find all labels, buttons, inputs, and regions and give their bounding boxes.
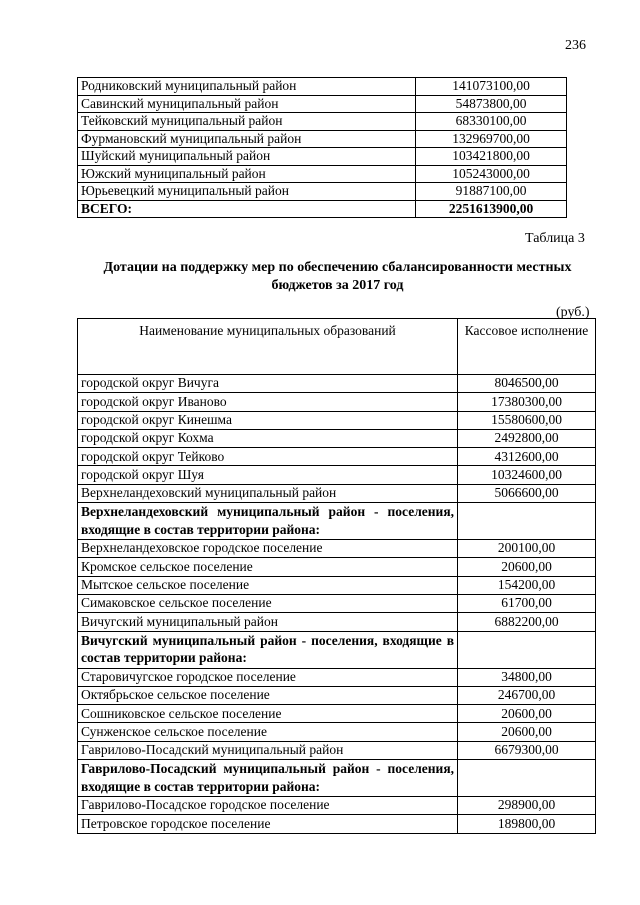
- table-row: [78, 705, 596, 723]
- amount-cell: 15580600,00: [458, 411, 596, 429]
- total-row: [78, 200, 567, 218]
- header-name-column: Наименование муниципальных образований: [78, 319, 458, 375]
- amount-cell: 132969700,00: [416, 130, 567, 148]
- municipality-name-cell: Гаврилово-Посадский муниципальный район - поселения, входящие в состав территории района:: [78, 760, 458, 797]
- header-value-column: Кассовое исполнение: [458, 319, 596, 375]
- amount-cell: 68330100,00: [416, 113, 567, 131]
- municipality-name-cell: Тейковский муниципальный район: [78, 113, 416, 131]
- municipality-name-cell: ВСЕГО:: [78, 200, 416, 218]
- municipality-name-cell: Сошниковское сельское поселение: [78, 705, 458, 723]
- table-row: [78, 668, 596, 686]
- municipality-name-cell: Верхнеландеховский муниципальный район: [78, 484, 458, 502]
- table-row: [78, 558, 596, 576]
- amount-cell: 10324600,00: [458, 466, 596, 484]
- group-header-row: [78, 760, 596, 797]
- amount-cell: 246700,00: [458, 686, 596, 704]
- table-row: [78, 78, 567, 96]
- municipality-name-cell: Верхнеландеховское городское поселение: [78, 540, 458, 558]
- municipality-name-cell: Мытское сельское поселение: [78, 576, 458, 594]
- table-row: [78, 613, 596, 631]
- amount-cell: 54873800,00: [416, 95, 567, 113]
- amount-cell: [458, 631, 596, 668]
- amount-cell: 20600,00: [458, 723, 596, 741]
- table-row: [78, 375, 596, 393]
- municipality-name-cell: Савинский муниципальный район: [78, 95, 416, 113]
- municipality-name-cell: городской округ Кинешма: [78, 411, 458, 429]
- amount-cell: 5066600,00: [458, 484, 596, 502]
- municipality-name-cell: Гаврилово-Посадский муниципальный район: [78, 741, 458, 759]
- table-row: [78, 411, 596, 429]
- municipality-name-cell: Юрьевецкий муниципальный район: [78, 183, 416, 201]
- amount-cell: 141073100,00: [416, 78, 567, 96]
- table-row: [78, 723, 596, 741]
- municipality-name-cell: Вичугский муниципальный район: [78, 613, 458, 631]
- municipality-name-cell: Октябрьское сельское поселение: [78, 686, 458, 704]
- municipality-name-cell: Южский муниципальный район: [78, 165, 416, 183]
- municipality-name-cell: городской округ Шуя: [78, 466, 458, 484]
- table-row: [78, 741, 596, 759]
- amount-cell: 17380300,00: [458, 393, 596, 411]
- table-row: [78, 484, 596, 502]
- table-row: [78, 815, 596, 833]
- amount-cell: 20600,00: [458, 705, 596, 723]
- amount-cell: 2492800,00: [458, 429, 596, 447]
- municipality-name-cell: городской округ Иваново: [78, 393, 458, 411]
- municipality-name-cell: Родниковский муниципальный район: [78, 78, 416, 96]
- amount-cell: 2251613900,00: [416, 200, 567, 218]
- table-row: [78, 448, 596, 466]
- municipality-name-cell: Шуйский муниципальный район: [78, 148, 416, 166]
- amount-cell: 298900,00: [458, 797, 596, 815]
- currency-unit: (руб.): [556, 305, 590, 320]
- subsidy-table-body: [78, 319, 596, 834]
- table-row: [78, 95, 567, 113]
- amount-cell: [458, 503, 596, 540]
- table-row: [78, 686, 596, 704]
- municipality-name-cell: Верхнеландеховский муниципальный район - поселения, входящие в состав территории района:: [78, 503, 458, 540]
- amount-cell: 103421800,00: [416, 148, 567, 166]
- municipality-name-cell: городской округ Кохма: [78, 429, 458, 447]
- municipality-name-cell: Симаковское сельское поселение: [78, 594, 458, 612]
- group-header-row: [78, 631, 596, 668]
- amount-cell: 6882200,00: [458, 613, 596, 631]
- municipality-name-cell: Фурмановский муниципальный район: [78, 130, 416, 148]
- amount-cell: 20600,00: [458, 558, 596, 576]
- amount-cell: 200100,00: [458, 540, 596, 558]
- municipality-name-cell: городской округ Вичуга: [78, 375, 458, 393]
- table-row: [78, 576, 596, 594]
- table-title: Дотации на поддержку мер по обеспечению сбалансированности местных бюджетов за 2017 год: [103, 260, 572, 293]
- amount-cell: 61700,00: [458, 594, 596, 612]
- amount-cell: 105243000,00: [416, 165, 567, 183]
- table-row: [78, 165, 567, 183]
- municipality-name-cell: Гаврилово-Посадское городское поселение: [78, 797, 458, 815]
- table-row: [78, 466, 596, 484]
- table-row: [78, 594, 596, 612]
- amount-cell: 154200,00: [458, 576, 596, 594]
- page-number: 236: [565, 38, 586, 53]
- amount-cell: 8046500,00: [458, 375, 596, 393]
- table-row: [78, 429, 596, 447]
- amount-cell: 6679300,00: [458, 741, 596, 759]
- table-row: [78, 540, 596, 558]
- group-header-row: [78, 503, 596, 540]
- amount-cell: 4312600,00: [458, 448, 596, 466]
- table-row: [78, 130, 567, 148]
- municipality-name-cell: Вичугский муниципальный район - поселения, входящие в состав территории района:: [78, 631, 458, 668]
- table-label: Таблица 3: [525, 231, 585, 246]
- amount-cell: 91887100,00: [416, 183, 567, 201]
- subsidy-table: [77, 318, 596, 834]
- amount-cell: 34800,00: [458, 668, 596, 686]
- table-header-row: [78, 319, 596, 375]
- table-row: [78, 148, 567, 166]
- municipality-name-cell: Петровское городское поселение: [78, 815, 458, 833]
- table-row: [78, 393, 596, 411]
- municipality-name-cell: Старовичугское городское поселение: [78, 668, 458, 686]
- table-row: [78, 797, 596, 815]
- table-row: [78, 183, 567, 201]
- top-budget-table: [77, 77, 567, 218]
- municipality-name-cell: Сунженское сельское поселение: [78, 723, 458, 741]
- municipality-name-cell: городской округ Тейково: [78, 448, 458, 466]
- table-row: [78, 113, 567, 131]
- amount-cell: 189800,00: [458, 815, 596, 833]
- amount-cell: [458, 760, 596, 797]
- municipality-name-cell: Кромское сельское поселение: [78, 558, 458, 576]
- top-table-body: [78, 78, 567, 218]
